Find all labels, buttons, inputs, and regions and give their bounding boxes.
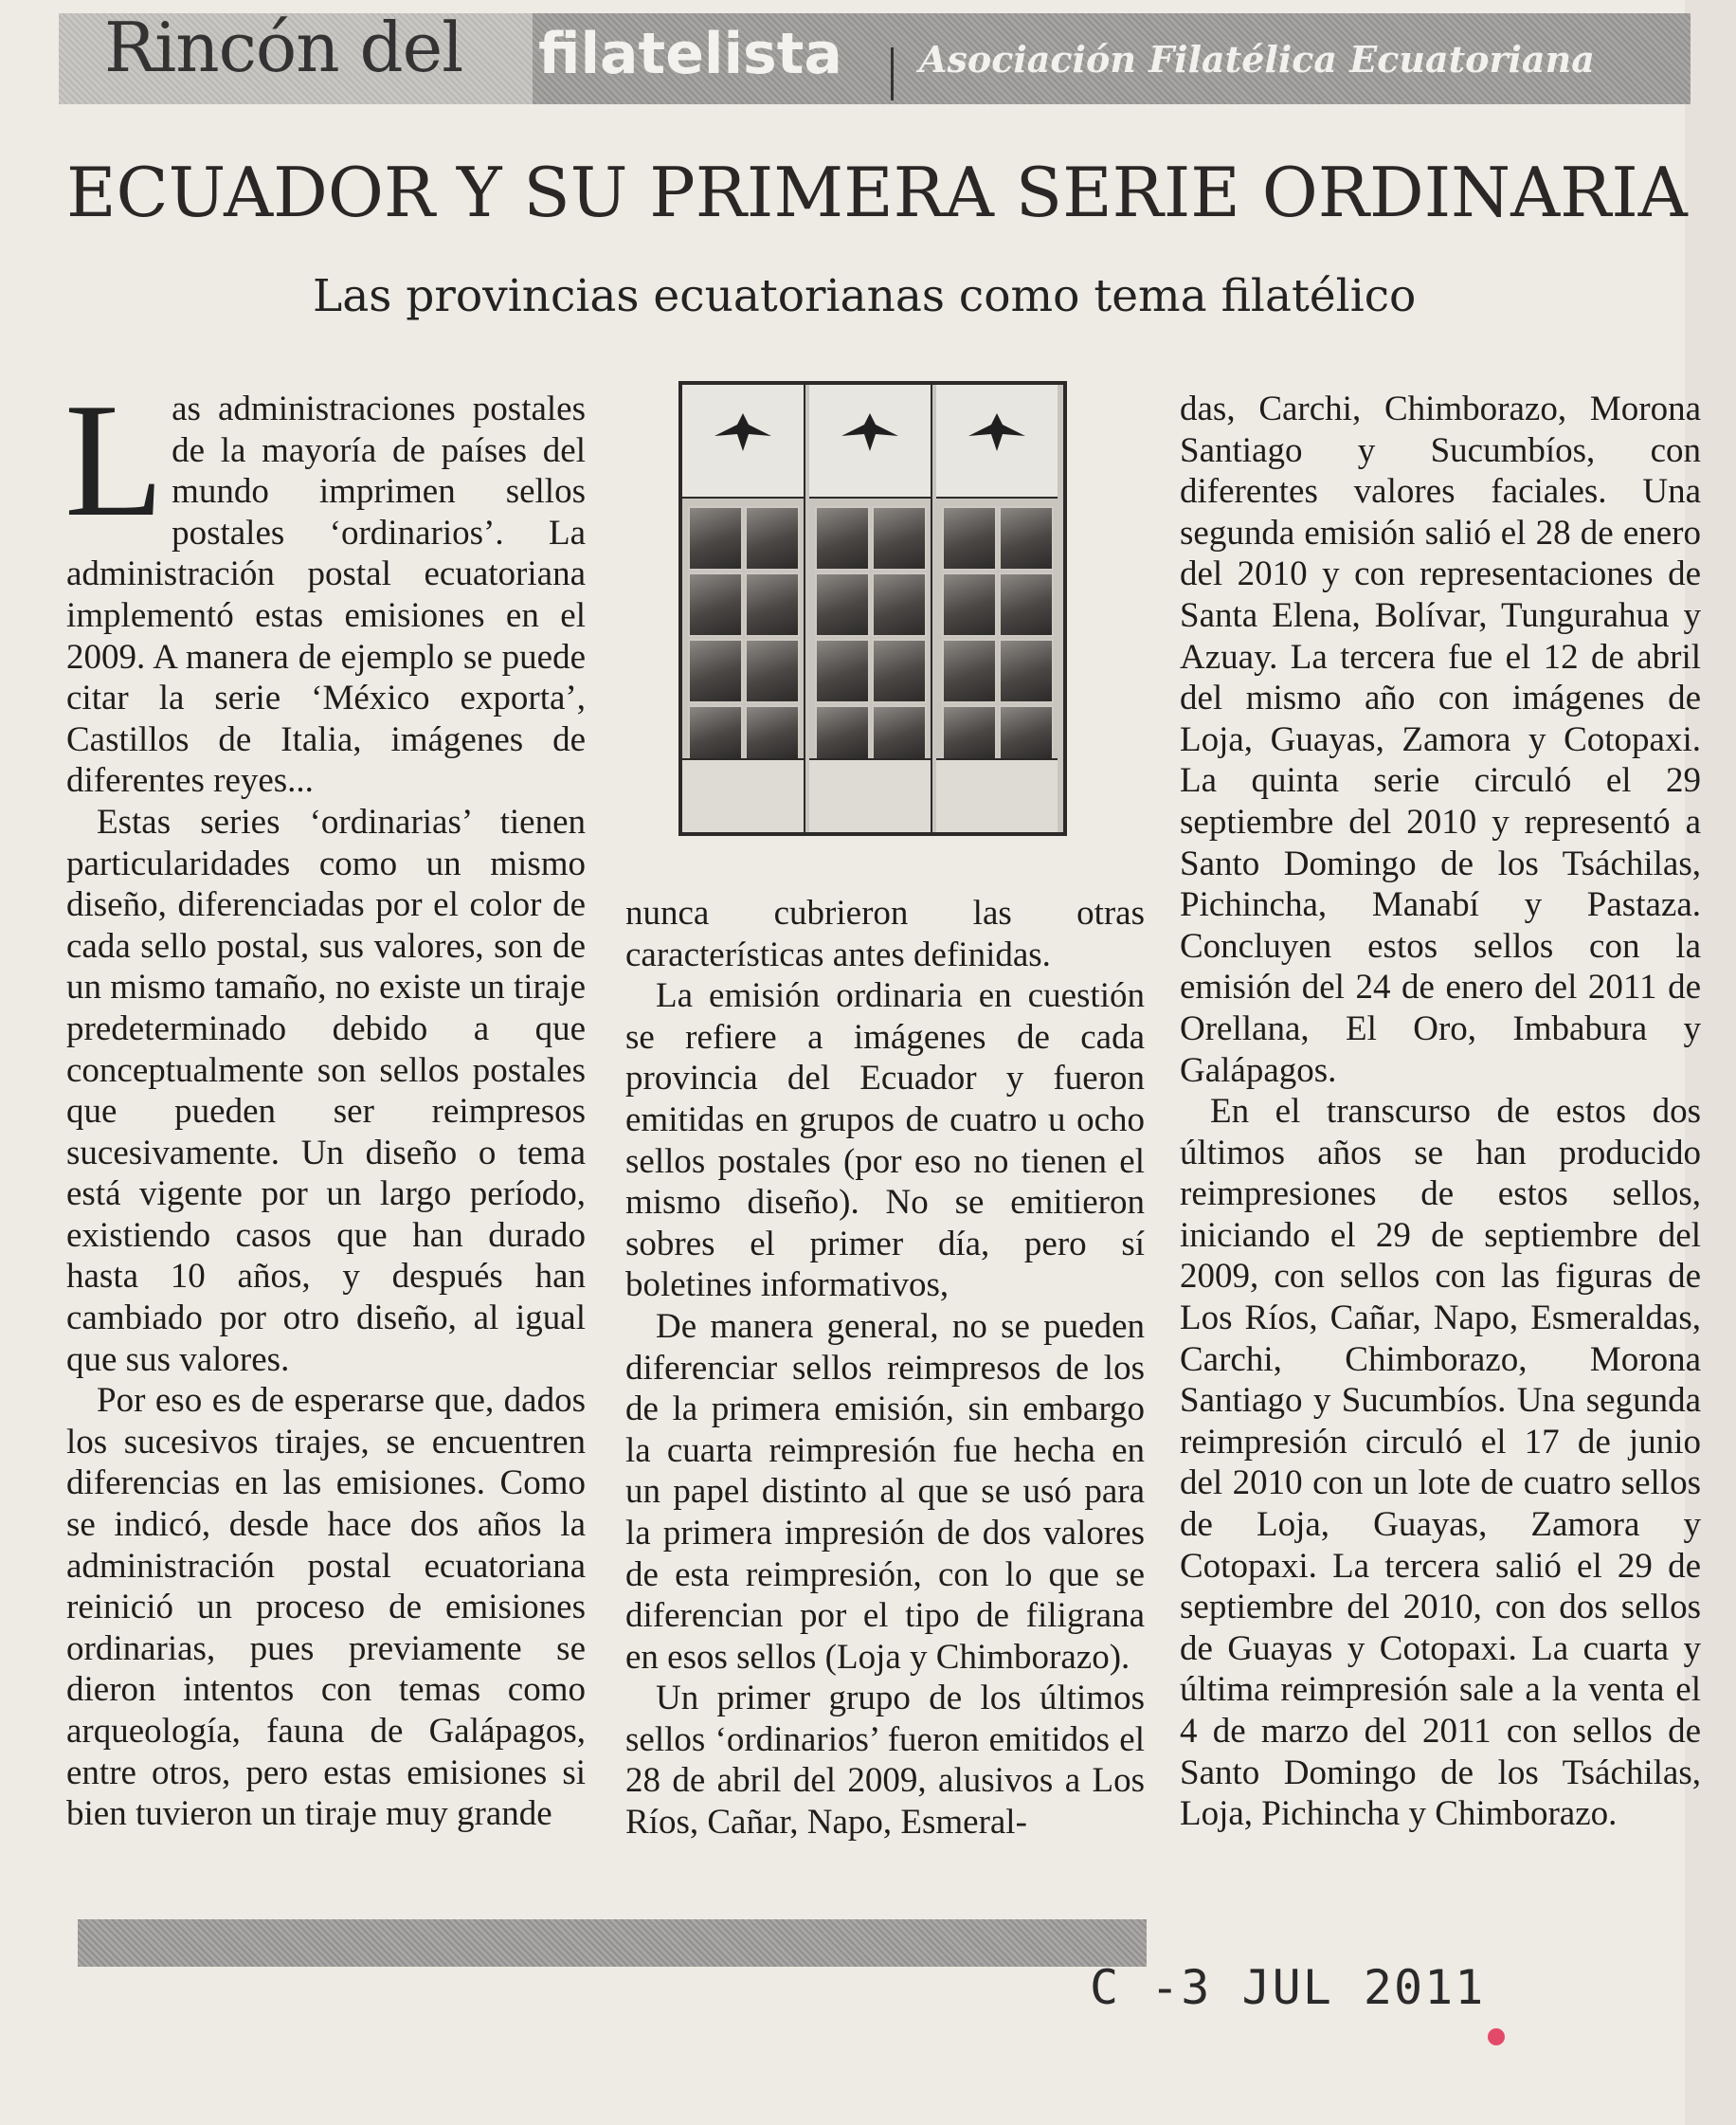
red-mark [1488, 2028, 1505, 2045]
paragraph: La emisión ordinaria en cuestión se refiere a imágenes de cada provincia del Ecuador y fueron emitidas en grupos de cuatro u ocho sellos postales (por eso no tienen el mismo diseño). No se emitieron sobres el primer día, pero sí boletines informativos, [625, 976, 1145, 1305]
footer-band [78, 1919, 1147, 1967]
stamp [942, 639, 997, 703]
stamp-sheet-image [678, 381, 1067, 836]
stamp-strip [936, 385, 1059, 832]
article-column-3 [1180, 389, 1701, 1835]
stamp [688, 705, 743, 760]
stamp [872, 506, 927, 571]
condor-logo-icon [841, 413, 898, 451]
stamp [745, 572, 800, 637]
article-column-1 [64, 371, 586, 1835]
stamp [999, 705, 1054, 760]
article-subheadline: Las provincias ecuatorianas como tema filatélico [313, 270, 1417, 322]
paragraph: Por eso es de esperarse que, dados los sucesivos tirajes, se encuentren diferencias en las emisiones. Como se indicó, desde hace dos años la administración postal ecuatoriana reinició un proceso de emisiones ordinarias, pues previamente se dieron intentos con temas como arqueología, fauna de Galápagos, entre otros, pero estas emisiones si bien tuvieron un tiraje muy grande [66, 1381, 586, 1834]
stamp [999, 506, 1054, 571]
paragraph: das, Carchi, Chimborazo, Morona Santiago y Sucumbíos, con diferentes valores faciales. Una segunda emisión salió el 28 de enero del 2010 y con representaciones de Santa Elena, Bolívar, Tungurahua y Azuay. La tercera fue el 12 de abril del mismo año con imágenes de Loja, Guayas, Zamora y Cotopaxi. La quinta serie circuló el 29 septiembre del 2010 y representó a Santo Domingo de los Tsáchilas, Pichincha, Manabí y Pastaza. Concluyen estos sellos con la emisión del 24 de enero del 2011 de Orellana, El Oro, Imbabura y Galápagos. [1180, 390, 1701, 1090]
stamp [745, 705, 800, 760]
drop-cap: L [64, 371, 165, 551]
sheet-header [936, 385, 1058, 499]
article-headline: ECUADOR Y SU PRIMERA SERIE ORDINARIA [66, 153, 1688, 232]
stamp [688, 506, 743, 571]
stamp [815, 506, 870, 571]
paragraph: De manera general, no se pueden diferenciar sellos reimpresos de los de la primera emisión, sin embargo la cuarta reimpresión fue hecha en un papel distinto al que se usó para la primera impresión de dos valores de esta reimpresión, con lo que se diferencian por el tipo de filigrana en esos sellos (Loja y Chimborazo). [625, 1306, 1145, 1677]
paragraph: En el transcurso de estos dos últimos años se han producido reimpresiones de estos sellos, iniciando el 29 de septiembre del 2009, con sellos con las figuras de Los Ríos, Cañar, Napo, Esmeraldas, Carchi, Chimborazo, Morona Santiago y Sucumbíos. Una segunda reimpresión circuló el 17 de junio del 2010 con un lote de cuatro sellos de Loja, Guayas, Zamora y Cotopaxi. La tercera salió el 29 de septiembre del 2010, con dos sellos de Guayas y Cotopaxi. La cuarta y última reimpresión sale a la venta el 4 de marzo del 2011 con sellos de Santo Domingo de los Tsáchilas, Loja, Pichincha y Chimborazo. [1180, 1092, 1701, 1834]
stamp [942, 572, 997, 637]
stamp [872, 639, 927, 703]
sheet-footer [809, 758, 931, 832]
sheet-header [809, 385, 931, 499]
stamp-strip [682, 385, 805, 832]
stamp [815, 572, 870, 637]
stamp [815, 705, 870, 760]
sheet-footer [682, 758, 804, 832]
sheet-footer [936, 758, 1058, 832]
stamp [688, 639, 743, 703]
stamp [999, 639, 1054, 703]
paragraph: Estas series ‘ordinarias’ tienen particularidades como un mismo diseño, diferenciadas por el color de cada sello postal, sus valores, son de un mismo tamaño, no existe un tiraje predeterminado debido a que conceptualmente son sellos postales que pueden ser reimpresos sucesivamente. Un diseño o tema está vigente por un largo período, existiendo casos que han durado hasta 10 años, y después han cambiado por otro diseño, al igual que sus valores. [66, 802, 586, 1379]
archive-date-stamp: C -3 JUL 2011 [1090, 1960, 1486, 2015]
stamp [942, 705, 997, 760]
condor-logo-icon [714, 413, 771, 451]
paragraph: Un primer grupo de los últimos sellos ‘ordinarios’ fueron emitidos el 28 de abril del 2009, alusivos a Los Ríos, Cañar, Napo, Esmeral- [625, 1679, 1145, 1843]
section-kicker: Rincón del [104, 8, 463, 87]
stamp [745, 639, 800, 703]
stamp [872, 705, 927, 760]
article-column-2 [625, 893, 1145, 1843]
association-name: Asociación Filatélica Ecuatoriana [919, 38, 1595, 81]
section-kicker-highlight: filatelista [538, 21, 842, 87]
stamp [872, 572, 927, 637]
paragraph: as administraciones postales de la mayoría de países del mundo imprimen sellos postales ‘ordinarios’. La administración postal ecuatoriana implementó estas emisiones en el 2009. A manera de ejemplo se puede citar la serie ‘México exporta’, Castillos de Italia, imágenes de diferentes reyes... [66, 390, 586, 801]
paragraph: nunca cubrieron las otras características antes definidas. [625, 894, 1145, 974]
stamp [942, 506, 997, 571]
sheet-header [682, 385, 804, 499]
stamp-strip [809, 385, 932, 832]
stamp [999, 572, 1054, 637]
stamp [745, 506, 800, 571]
header-separator [891, 47, 894, 100]
stamp [688, 572, 743, 637]
stamp [815, 639, 870, 703]
condor-logo-icon [968, 413, 1025, 451]
